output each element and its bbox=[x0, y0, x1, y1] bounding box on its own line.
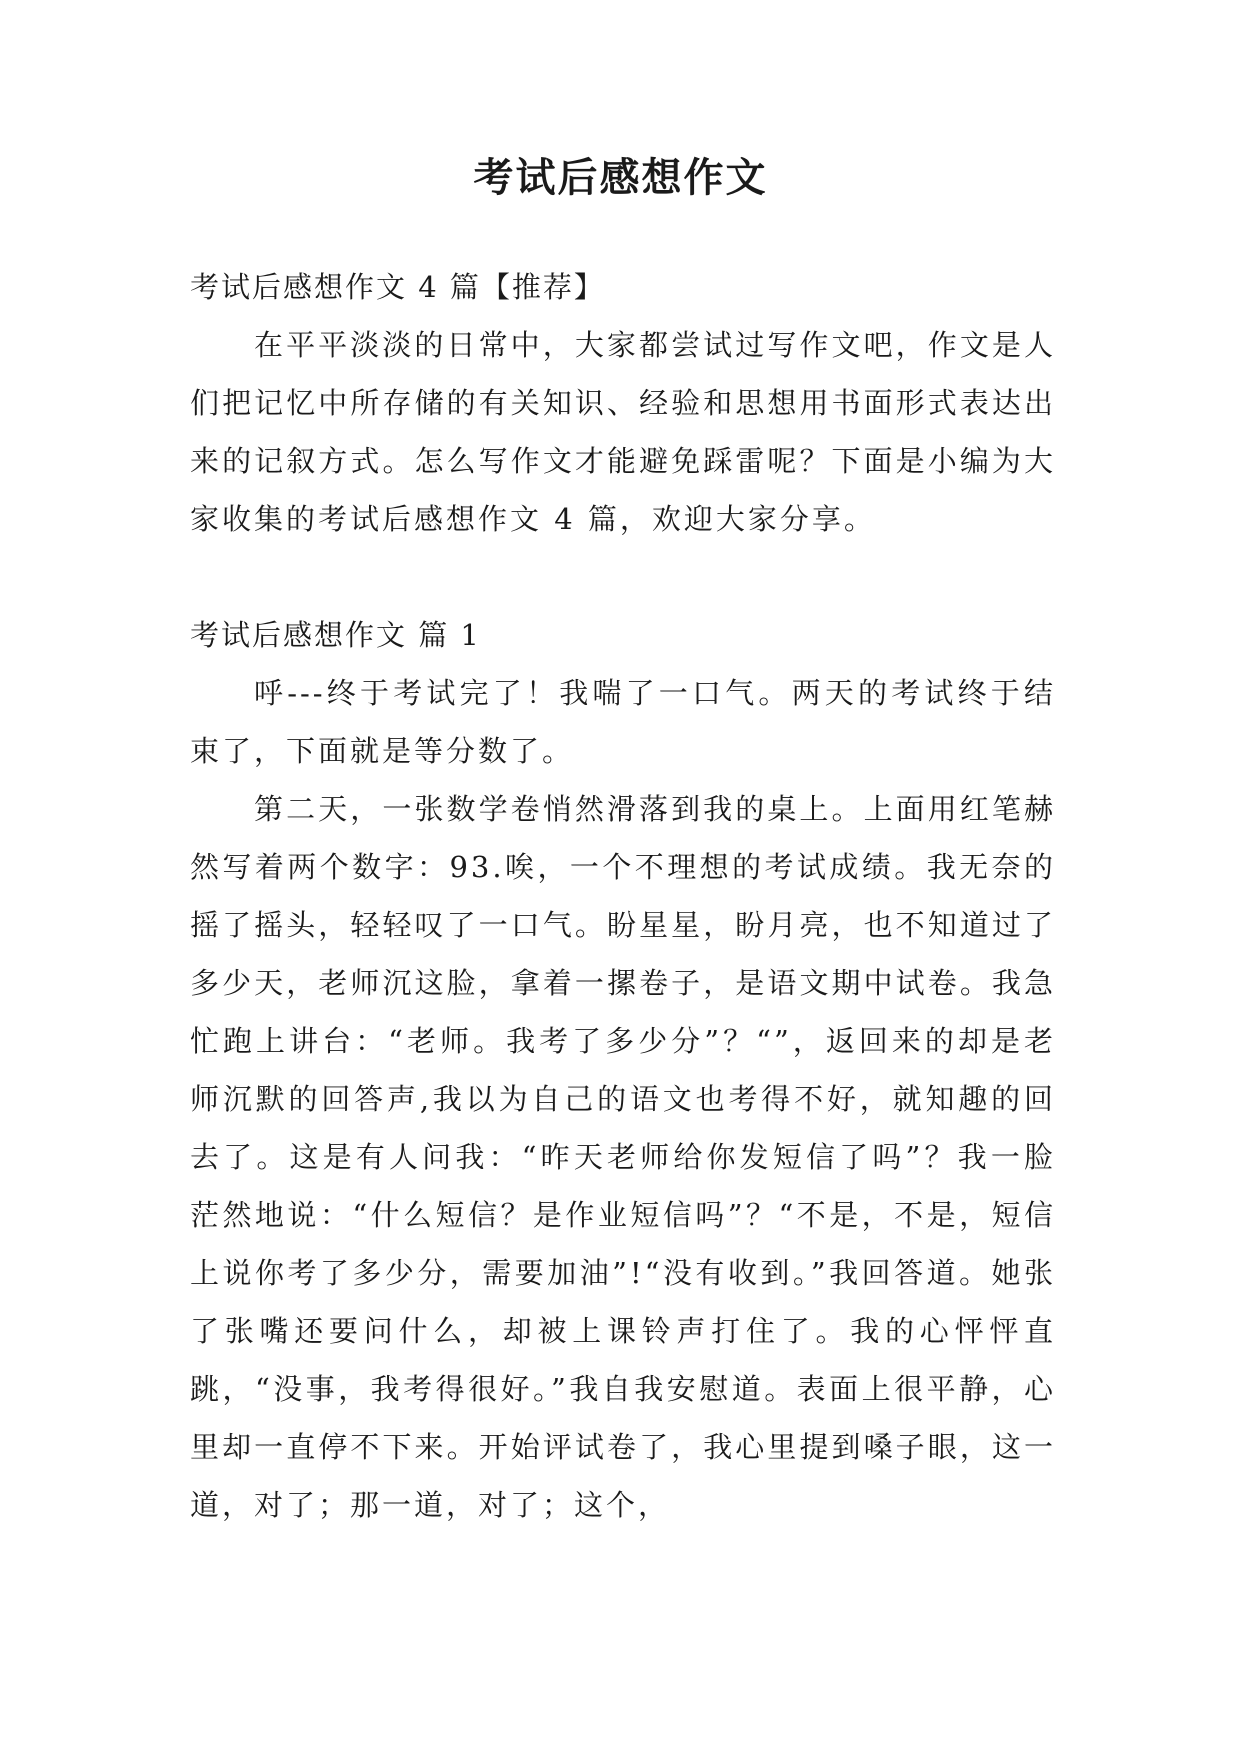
intro-paragraph: 在平平淡淡的日常中，大家都尝试过写作文吧，作文是人们把记忆中所存储的有关知识、经验和思想用书面形式表达出来的记叙方式。怎么写作文才能避免踩雷呢？下面是小编为大家收集的考试后感想作文 4 篇，欢迎大家分享。 bbox=[190, 328, 1056, 536]
document-title: 考试后感想作文 bbox=[473, 154, 768, 201]
article-subtitle: 考试后感想作文 4 篇【推荐】 bbox=[190, 270, 605, 304]
document-body bbox=[190, 258, 1056, 1534]
section-heading: 考试后感想作文 篇 1 bbox=[190, 618, 481, 652]
body-paragraph: 第二天，一张数学卷悄然滑落到我的桌上。上面用红笔赫然写着两个数字：93.唉，一个不理想的考试成绩。我无奈的摇了摇头，轻轻叹了一口气。盼星星，盼月亮，也不知道过了多少天，老师沉这脸，拿着一摞卷子，是语文期中试卷。我急忙跑上讲台：“老师。我考了多少分”？“”，返回来的却是老师沉默的回答声,我以为自己的语文也考得不好，就知趣的回去了。这是有人问我：“昨天老师给你发短信了吗”？我一脸茫然地说：“什么短信？是作业短信吗”？“不是，不是，短信上说你考了多少分，需要加油”!“没有收到。”我回答道。她张了张嘴还要问什么，却被上课铃声打住了。我的心怦怦直跳，“没事，我考得很好。”我自我安慰道。表面上很平静，心里却一直停不下来。开始评试卷了，我心里提到嗓子眼，这一道，对了；那一道，对了；这个， bbox=[190, 792, 1056, 1522]
section-spacer bbox=[190, 548, 1056, 606]
body-paragraph: 呼---终于考试完了！我喘了一口气。两天的考试终于结束了，下面就是等分数了。 bbox=[190, 676, 1056, 768]
